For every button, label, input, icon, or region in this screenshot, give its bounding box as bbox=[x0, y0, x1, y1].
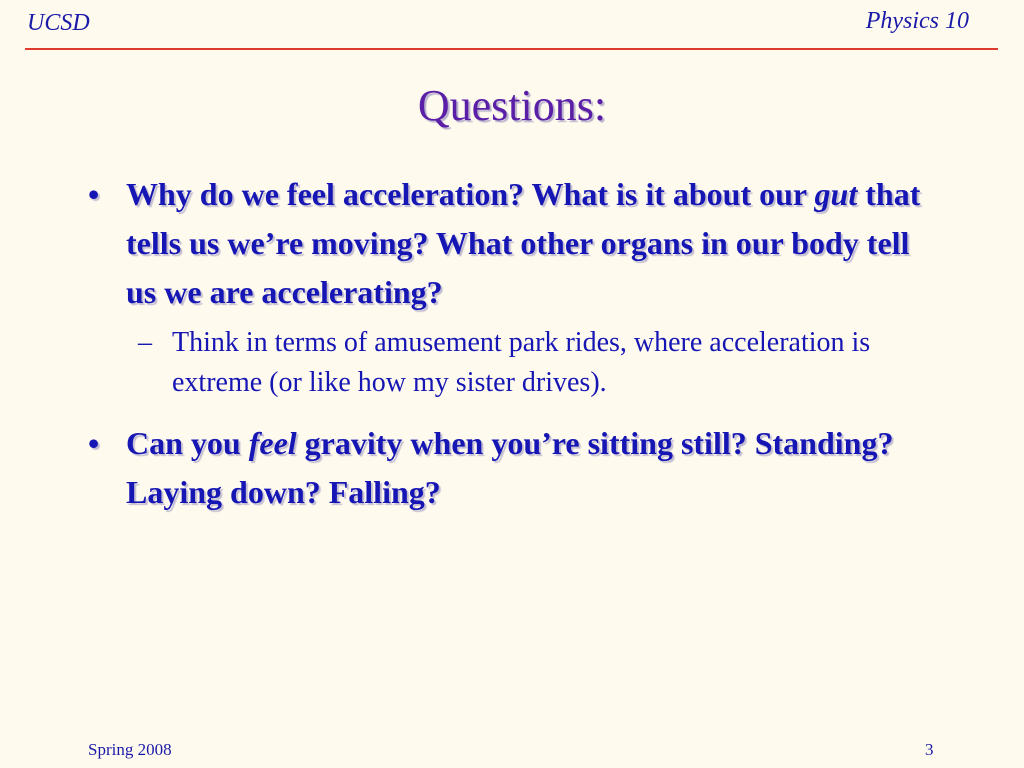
bullet-text: Can you bbox=[126, 425, 249, 461]
bullet-marker: • bbox=[88, 425, 100, 461]
bullet-text: Why do we feel acceleration? What is it about our bbox=[126, 176, 815, 212]
header-course-org: UCSD bbox=[27, 10, 90, 36]
bullet-emphasis: feel bbox=[248, 425, 297, 461]
slide-body bbox=[84, 170, 944, 517]
sub-bullet-marker: – bbox=[138, 327, 152, 358]
footer-term: Spring 2008 bbox=[88, 740, 172, 759]
sub-bullet-text: Think in terms of amusement park rides, where acceleration is extreme (or like how my sister drives). bbox=[172, 327, 871, 398]
bullet-text: gravity when you’re sitting still? Standing? Laying down? Falling? bbox=[126, 425, 894, 510]
bullet-marker: • bbox=[88, 176, 100, 212]
sub-bullet-item bbox=[84, 323, 944, 403]
header-divider bbox=[25, 48, 998, 50]
bullet-item bbox=[84, 419, 944, 517]
slide-title: Questions: bbox=[417, 81, 607, 130]
header-course-name: Physics 10 bbox=[865, 8, 969, 34]
bullet-text: that tells us we’re moving? What other organs in our body tell us we are accelerating? bbox=[126, 176, 921, 310]
slide-number: 3 bbox=[925, 740, 934, 759]
bullet-item bbox=[84, 170, 944, 317]
bullet-emphasis: gut bbox=[814, 176, 858, 212]
